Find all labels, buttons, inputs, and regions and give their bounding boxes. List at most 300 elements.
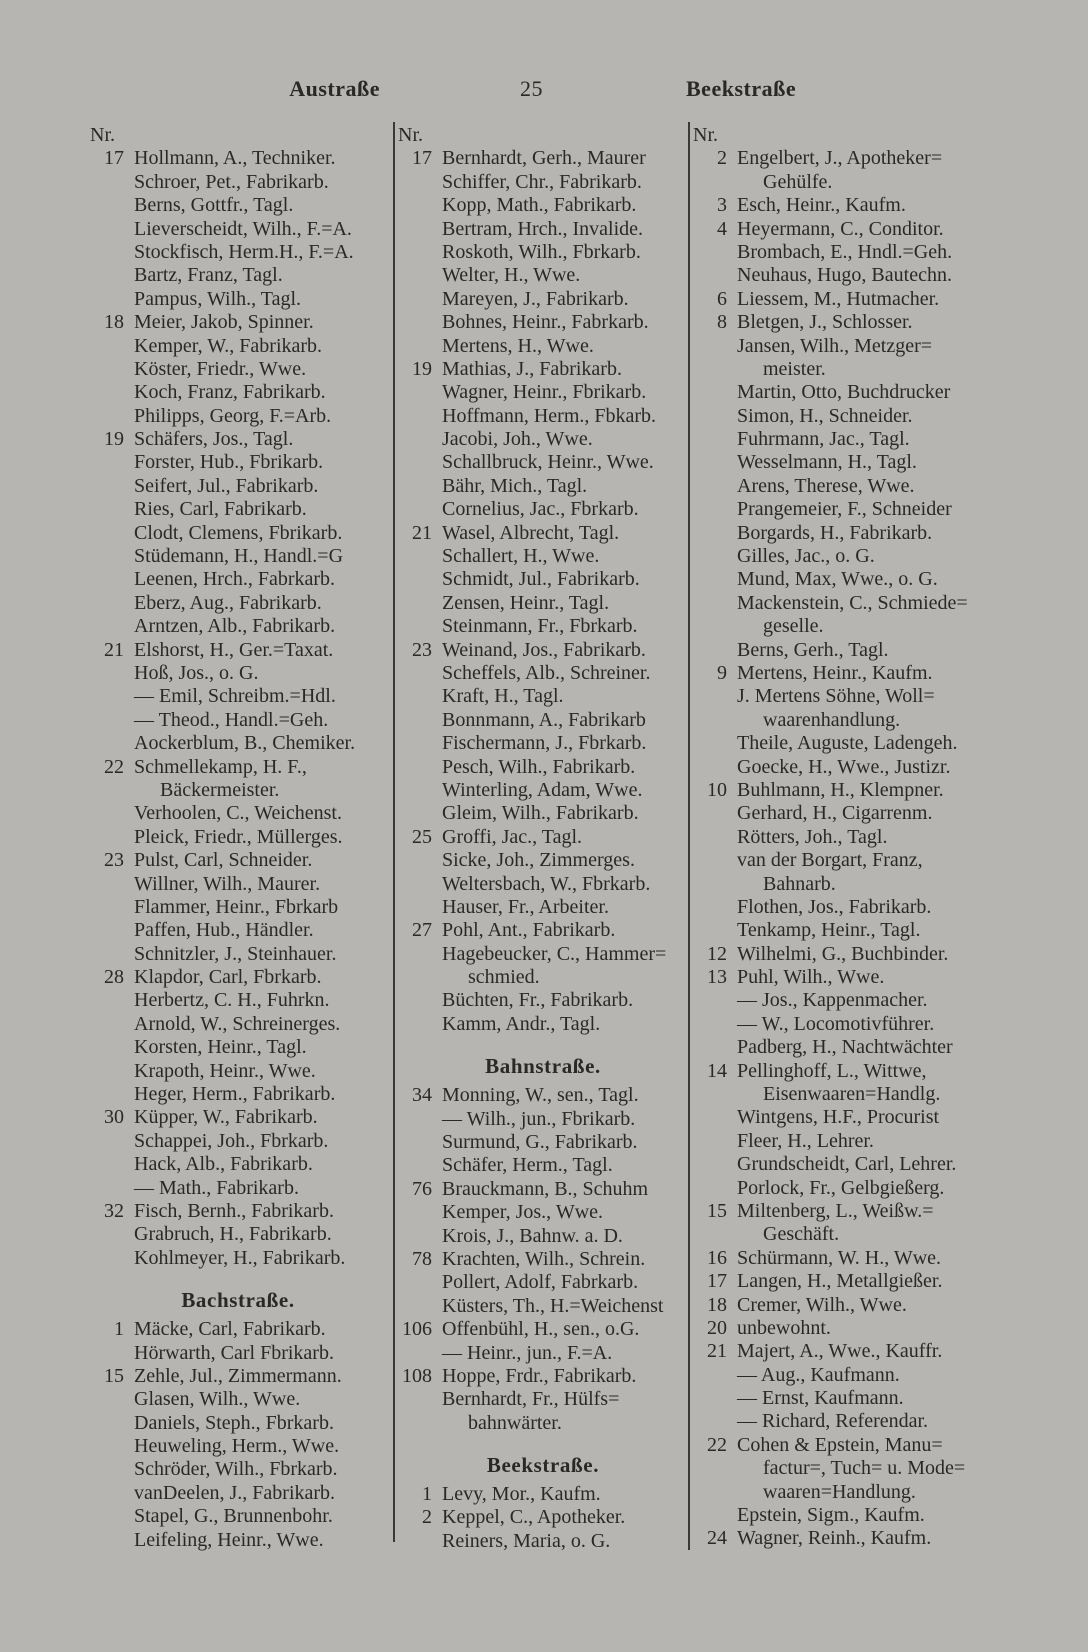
resident-entry <box>693 826 993 849</box>
house-number: 2 <box>422 1506 432 1529</box>
resident-text: Mäcke, Carl, Fabrikarb. <box>134 1318 326 1341</box>
resident-entry <box>693 873 993 896</box>
resident-text: Reiners, Maria, o. G. <box>442 1529 611 1552</box>
resident-text: Borgards, H., Fabrikarb. <box>737 521 933 544</box>
resident-entry <box>90 1036 386 1059</box>
resident-text: Pohl, Ant., Fabrikarb. <box>442 919 616 942</box>
house-number-label <box>90 124 386 147</box>
resident-entry <box>398 1013 688 1036</box>
resident-text: Meier, Jakob, Spinner. <box>134 311 314 334</box>
number-column-label: Nr. <box>693 124 718 146</box>
resident-entry <box>90 639 386 662</box>
resident-entry <box>398 1388 688 1411</box>
resident-entry <box>693 171 993 194</box>
house-number: 76 <box>412 1177 432 1200</box>
resident-entry <box>693 1200 993 1223</box>
resident-text: Majert, A., Wwe., Kauffr. <box>737 1340 943 1363</box>
resident-entry <box>693 802 993 825</box>
resident-text: Brauckmann, B., Schuhm <box>442 1177 649 1200</box>
resident-entry <box>90 1458 386 1481</box>
resident-text: Arens, Therese, Wwe. <box>737 474 915 497</box>
resident-entry <box>398 896 688 919</box>
resident-entry <box>693 1083 993 1106</box>
resident-text: schmied. <box>468 966 540 989</box>
resident-entry <box>693 732 993 755</box>
resident-text: unbewohnt. <box>737 1316 831 1339</box>
resident-text: Pleick, Friedr., Müllerges. <box>134 825 343 848</box>
resident-text: Monning, W., sen., Tagl. <box>442 1084 639 1107</box>
house-number: 3 <box>717 194 727 217</box>
house-number: 12 <box>707 942 727 965</box>
resident-text: Koch, Franz, Fabrikarb. <box>134 381 326 404</box>
resident-entry <box>90 1247 386 1270</box>
resident-text: Jacobi, Joh., Wwe. <box>442 428 593 451</box>
resident-text: Clodt, Clemens, Fbrikarb. <box>134 521 343 544</box>
house-number: 18 <box>104 311 124 334</box>
resident-text: Schäfer, Herm., Tagl. <box>442 1154 613 1177</box>
resident-text: — Theod., Handl.=Geh. <box>134 708 329 731</box>
resident-entry <box>90 592 386 615</box>
resident-entry <box>398 1225 688 1248</box>
resident-entry <box>398 1412 688 1435</box>
resident-entry <box>398 662 688 685</box>
resident-entry <box>693 1481 993 1504</box>
resident-entry <box>90 451 386 474</box>
resident-text: Flothen, Jos., Fabrikarb. <box>737 895 932 918</box>
resident-entry <box>90 1200 386 1223</box>
resident-text: Hollmann, A., Techniker. <box>134 147 336 170</box>
resident-entry <box>693 919 993 942</box>
resident-text: Padberg, H., Nachtwächter <box>737 1036 953 1059</box>
resident-text: waarenhandlung. <box>763 708 901 731</box>
resident-text: Gerhard, H., Cigarrenm. <box>737 802 933 825</box>
resident-text: — Math., Fabrikarb. <box>134 1176 299 1199</box>
resident-text: Philipps, Georg, F.=Arb. <box>134 404 332 427</box>
resident-entry <box>693 498 993 521</box>
resident-text: Pulst, Carl, Schneider. <box>134 849 313 872</box>
resident-entry <box>398 171 688 194</box>
resident-entry <box>693 264 993 287</box>
resident-entry <box>398 919 688 942</box>
resident-entry <box>693 1504 993 1527</box>
resident-text: Eisenwaaren=Handlg. <box>763 1083 941 1106</box>
house-number: 1 <box>422 1483 432 1506</box>
resident-entry <box>398 826 688 849</box>
resident-entry <box>398 1530 688 1553</box>
resident-text: Arntzen, Alb., Fabrikarb. <box>134 615 336 638</box>
resident-entry <box>90 498 386 521</box>
resident-entry <box>398 475 688 498</box>
directory-column-2 <box>398 124 688 1553</box>
resident-text: geselle. <box>763 615 824 638</box>
resident-entry <box>90 1412 386 1435</box>
resident-entry <box>398 405 688 428</box>
house-number: 32 <box>104 1199 124 1222</box>
resident-entry <box>398 1483 688 1506</box>
resident-text: Buhlmann, H., Klempner. <box>737 778 944 801</box>
resident-text: Hörwarth, Carl Fbrikarb. <box>134 1341 334 1364</box>
resident-text: — W., Locomotivführer. <box>737 1012 935 1035</box>
resident-text: Schürmann, W. H., Wwe. <box>737 1246 942 1269</box>
resident-text: Grabruch, H., Fabrikarb. <box>134 1223 332 1246</box>
resident-text: Goecke, H., Wwe., Justizr. <box>737 755 951 778</box>
resident-entry <box>693 639 993 662</box>
resident-entry <box>90 1388 386 1411</box>
house-number: 6 <box>717 287 727 310</box>
resident-entry <box>398 522 688 545</box>
resident-entry <box>398 1108 688 1131</box>
resident-text: Krois, J., Bahnw. a. D. <box>442 1224 623 1247</box>
resident-text: Rötters, Joh., Tagl. <box>737 825 888 848</box>
resident-text: Brombach, E., Hndl.=Geh. <box>737 240 953 263</box>
resident-entry <box>398 989 688 1012</box>
resident-entry <box>398 1084 688 1107</box>
resident-entry <box>90 218 386 241</box>
resident-text: Kraft, H., Tagl. <box>442 685 564 708</box>
resident-text: Epstein, Sigm., Kaufm. <box>737 1504 925 1527</box>
house-number: 9 <box>717 661 727 684</box>
resident-entry <box>90 311 386 334</box>
resident-text: Bernhardt, Fr., Hülfs= <box>442 1388 620 1411</box>
resident-text: Geschäft. <box>763 1223 840 1246</box>
house-number: 30 <box>104 1106 124 1129</box>
resident-entry <box>398 966 688 989</box>
resident-text: Esch, Heinr., Kaufm. <box>737 194 906 217</box>
house-number: 21 <box>104 638 124 661</box>
resident-entry <box>693 1270 993 1293</box>
resident-text: Daniels, Steph., Fbrkarb. <box>134 1411 334 1434</box>
resident-text: Schallbruck, Heinr., Wwe. <box>442 451 654 474</box>
resident-entry <box>693 756 993 779</box>
directory-column-1 <box>90 124 386 1552</box>
resident-text: meister. <box>763 357 826 380</box>
house-number: 25 <box>412 825 432 848</box>
resident-text: Wagner, Heinr., Fbrikarb. <box>442 381 647 404</box>
resident-entry <box>398 685 688 708</box>
resident-entry <box>693 1013 993 1036</box>
resident-entry <box>90 966 386 989</box>
resident-entry <box>398 381 688 404</box>
house-number: 21 <box>412 521 432 544</box>
resident-text: Fischermann, J., Fbrkarb. <box>442 732 647 755</box>
resident-text: Bartz, Franz, Tagl. <box>134 264 283 287</box>
resident-text: Kopp, Math., Fabrikarb. <box>442 194 637 217</box>
house-number: 21 <box>707 1340 727 1363</box>
resident-entry <box>398 1201 688 1224</box>
resident-text: Leifeling, Heinr., Wwe. <box>134 1528 324 1551</box>
resident-text: Bonnmann, A., Fabrikarb <box>442 708 646 731</box>
resident-entry <box>398 1271 688 1294</box>
resident-text: Keppel, C., Apotheker. <box>442 1506 626 1529</box>
resident-entry <box>90 381 386 404</box>
resident-entry <box>90 1365 386 1388</box>
resident-entry <box>90 1435 386 1458</box>
resident-text: bahnwärter. <box>468 1411 562 1434</box>
page-number: 25 <box>520 76 543 101</box>
resident-entry <box>693 1223 993 1246</box>
resident-text: Surmund, G., Fabrikarb. <box>442 1131 638 1154</box>
resident-entry <box>693 147 993 170</box>
resident-entry <box>693 568 993 591</box>
resident-entry <box>398 1178 688 1201</box>
resident-text: Jansen, Wilh., Metzger= <box>737 334 933 357</box>
house-number: 20 <box>707 1316 727 1339</box>
resident-text: Arnold, W., Schreinerges. <box>134 1012 341 1035</box>
resident-entry <box>398 943 688 966</box>
resident-entry <box>398 451 688 474</box>
resident-entry <box>90 1342 386 1365</box>
resident-text: Cohen & Epstein, Manu= <box>737 1433 943 1456</box>
street-heading: Beekstraße. <box>486 1453 600 1478</box>
resident-text: Hack, Alb., Fabrikarb. <box>134 1153 313 1176</box>
resident-entry <box>693 1410 993 1433</box>
resident-entry <box>90 358 386 381</box>
resident-entry <box>398 1295 688 1318</box>
resident-entry <box>90 1529 386 1552</box>
house-number: 27 <box>412 919 432 942</box>
resident-entry <box>398 241 688 264</box>
resident-entry <box>398 568 688 591</box>
resident-text: Schmellekamp, H. F., <box>134 755 307 778</box>
resident-text: — Richard, Referendar. <box>737 1410 929 1433</box>
resident-entry <box>693 1060 993 1083</box>
resident-entry <box>90 522 386 545</box>
resident-text: — Emil, Schreibm.=Hdl. <box>134 685 336 708</box>
house-number: 18 <box>707 1293 727 1316</box>
resident-text: Küpper, W., Fabrikarb. <box>134 1106 318 1129</box>
resident-text: — Aug., Kaufmann. <box>737 1363 900 1386</box>
street-heading: Bahnstraße. <box>485 1054 601 1079</box>
house-number: 14 <box>707 1059 727 1082</box>
resident-entry <box>90 1153 386 1176</box>
resident-text: Aockerblum, B., Chemiker. <box>134 732 356 755</box>
resident-entry <box>693 1036 993 1059</box>
resident-entry <box>90 335 386 358</box>
resident-text: Simon, H., Schneider. <box>737 404 913 427</box>
house-number: 8 <box>717 311 727 334</box>
resident-entry <box>693 1364 993 1387</box>
resident-entry <box>398 615 688 638</box>
resident-text: — Ernst, Kaufmann. <box>737 1387 904 1410</box>
house-number: 108 <box>402 1364 432 1387</box>
resident-text: Pampus, Wilh., Tagl. <box>134 287 302 310</box>
resident-text: Kohlmeyer, H., Fabrikarb. <box>134 1246 346 1269</box>
resident-text: Heyermann, C., Conditor. <box>737 217 944 240</box>
resident-text: Liessem, M., Hutmacher. <box>737 287 940 310</box>
resident-text: vanDeelen, J., Fabrikarb. <box>134 1481 336 1504</box>
resident-text: Verhoolen, C., Weichenst. <box>134 802 342 825</box>
resident-entry <box>693 241 993 264</box>
resident-text: Cornelius, Jac., Fbrkarb. <box>442 498 639 521</box>
resident-entry <box>90 685 386 708</box>
resident-entry <box>90 1177 386 1200</box>
resident-text: Schappei, Joh., Fbrkarb. <box>134 1129 329 1152</box>
resident-text: Kemper, W., Fabrikarb. <box>134 334 323 357</box>
resident-entry <box>693 896 993 919</box>
resident-text: Glasen, Wilh., Wwe. <box>134 1388 301 1411</box>
resident-entry <box>90 919 386 942</box>
house-number: 1 <box>114 1318 124 1341</box>
resident-text: Porlock, Fr., Gelbgießerg. <box>737 1176 945 1199</box>
resident-text: van der Borgart, Franz, <box>737 849 923 872</box>
resident-entry <box>398 264 688 287</box>
resident-entry <box>398 358 688 381</box>
resident-entry <box>90 241 386 264</box>
resident-text: Steinmann, Fr., Fbrkarb. <box>442 615 638 638</box>
number-column-label: Nr. <box>90 124 115 146</box>
resident-entry <box>398 802 688 825</box>
resident-entry <box>398 709 688 732</box>
resident-entry <box>90 943 386 966</box>
resident-entry <box>90 288 386 311</box>
resident-entry <box>398 498 688 521</box>
resident-text: Bäckermeister. <box>160 778 280 801</box>
resident-entry <box>693 358 993 381</box>
resident-text: Gehülfe. <box>763 170 833 193</box>
resident-entry <box>693 1527 993 1550</box>
resident-text: Bahnarb. <box>763 872 836 895</box>
resident-entry <box>90 1223 386 1246</box>
resident-entry <box>90 826 386 849</box>
resident-text: Schnitzler, J., Steinhauer. <box>134 942 337 965</box>
resident-entry <box>90 615 386 638</box>
resident-entry <box>90 873 386 896</box>
resident-text: J. Mertens Söhne, Woll= <box>737 685 935 708</box>
house-number: 106 <box>402 1318 432 1341</box>
resident-entry <box>693 662 993 685</box>
house-number: 15 <box>707 1199 727 1222</box>
resident-text: Krapoth, Heinr., Wwe. <box>134 1059 316 1082</box>
resident-entry <box>90 475 386 498</box>
resident-entry <box>398 1248 688 1271</box>
resident-text: Küsters, Th., H.=Weichenst <box>442 1294 664 1317</box>
resident-entry <box>693 451 993 474</box>
column-divider <box>688 122 690 1550</box>
resident-text: Stüdemann, H., Handl.=G <box>134 545 344 568</box>
resident-text: — Heinr., jun., F.=A. <box>442 1341 613 1364</box>
house-number: 78 <box>412 1247 432 1270</box>
resident-text: Schmidt, Jul., Fabrikarb. <box>442 568 640 591</box>
resident-entry <box>693 218 993 241</box>
resident-entry <box>398 873 688 896</box>
house-number: 22 <box>104 755 124 778</box>
resident-entry <box>693 615 993 638</box>
resident-text: Bähr, Mich., Tagl. <box>442 474 588 497</box>
resident-entry <box>398 147 688 170</box>
resident-text: Roskoth, Wilh., Fbrkarb. <box>442 240 641 263</box>
resident-entry <box>398 756 688 779</box>
resident-text: Winterling, Adam, Wwe. <box>442 778 643 801</box>
resident-entry <box>693 1387 993 1410</box>
resident-entry <box>90 756 386 779</box>
house-number: 17 <box>104 147 124 170</box>
resident-text: Puhl, Wilh., Wwe. <box>737 966 885 989</box>
house-number: 10 <box>707 778 727 801</box>
resident-text: Pollert, Adolf, Fabrkarb. <box>442 1271 639 1294</box>
resident-text: Korsten, Heinr., Tagl. <box>134 1036 307 1059</box>
resident-text: Heuweling, Herm., Wwe. <box>134 1435 340 1458</box>
resident-entry <box>90 989 386 1012</box>
resident-text: Mund, Max, Wwe., o. G. <box>737 568 938 591</box>
resident-text: — Jos., Kappenmacher. <box>737 989 928 1012</box>
house-number: 4 <box>717 217 727 240</box>
resident-entry <box>693 194 993 217</box>
resident-text: Fuhrmann, Jac., Tagl. <box>737 428 910 451</box>
resident-entry <box>398 779 688 802</box>
street-heading: Bachstraße. <box>181 1288 295 1313</box>
resident-text: Kemper, Jos., Wwe. <box>442 1201 604 1224</box>
resident-text: Seifert, Jul., Fabrikarb. <box>134 474 319 497</box>
house-number: 16 <box>707 1246 727 1269</box>
resident-text: Cremer, Wilh., Wwe. <box>737 1293 907 1316</box>
resident-entry <box>693 943 993 966</box>
resident-text: Kamm, Andr., Tagl. <box>442 1012 601 1035</box>
resident-text: Mareyen, J., Fabrikarb. <box>442 287 629 310</box>
resident-text: Wintgens, H.F., Procurist <box>737 1106 940 1129</box>
resident-text: Prangemeier, F., Schneider <box>737 498 952 521</box>
house-number: 13 <box>707 966 727 989</box>
resident-entry <box>398 428 688 451</box>
resident-entry <box>693 545 993 568</box>
resident-entry <box>693 1457 993 1480</box>
resident-entry <box>693 989 993 1012</box>
resident-entry <box>90 1013 386 1036</box>
resident-entry <box>693 1434 993 1457</box>
resident-text: Schallert, H., Wwe. <box>442 545 600 568</box>
resident-text: Wagner, Reinh., Kaufm. <box>737 1527 932 1550</box>
resident-entry <box>90 1505 386 1528</box>
resident-text: Bletgen, J., Schlosser. <box>737 311 913 334</box>
resident-entry <box>398 194 688 217</box>
resident-entry <box>398 849 688 872</box>
house-number-label <box>693 124 993 147</box>
resident-entry <box>90 896 386 919</box>
resident-text: Gilles, Jac., o. G. <box>737 545 875 568</box>
house-number: 15 <box>104 1364 124 1387</box>
number-column-label: Nr. <box>398 124 423 146</box>
resident-text: Hoß, Jos., o. G. <box>134 661 259 684</box>
resident-entry <box>693 405 993 428</box>
resident-entry <box>693 685 993 708</box>
resident-entry <box>398 639 688 662</box>
resident-text: Fleer, H., Lehrer. <box>737 1129 874 1152</box>
resident-text: Bernhardt, Gerh., Maurer <box>442 147 646 170</box>
resident-entry <box>90 568 386 591</box>
resident-entry <box>398 335 688 358</box>
house-number: 23 <box>412 638 432 661</box>
resident-text: Wesselmann, H., Tagl. <box>737 451 917 474</box>
resident-text: Stockfisch, Herm.H., F.=A. <box>134 240 354 263</box>
resident-text: Flammer, Heinr., Fbrkarb <box>134 895 339 918</box>
resident-text: Hoppe, Frdr., Fabrikarb. <box>442 1364 637 1387</box>
resident-entry <box>90 194 386 217</box>
resident-entry <box>90 171 386 194</box>
house-number: 24 <box>707 1527 727 1550</box>
resident-text: Pellinghoff, L., Wittwe, <box>737 1059 927 1082</box>
resident-text: factur=, Tuch= u. Mode= <box>763 1457 966 1480</box>
resident-text: Bertram, Hrch., Invalide. <box>442 217 644 240</box>
resident-text: Offenbühl, H., sen., o.G. <box>442 1318 640 1341</box>
resident-entry <box>693 1130 993 1153</box>
resident-entry <box>90 849 386 872</box>
resident-text: Mathias, J., Fabrikarb. <box>442 357 622 380</box>
resident-text: Schroer, Pet., Fabrikarb. <box>134 170 329 193</box>
resident-entry <box>693 381 993 404</box>
resident-text: Grundscheidt, Carl, Lehrer. <box>737 1153 957 1176</box>
resident-entry <box>693 522 993 545</box>
resident-entry <box>90 1106 386 1129</box>
resident-text: Engelbert, J., Apotheker= <box>737 147 943 170</box>
